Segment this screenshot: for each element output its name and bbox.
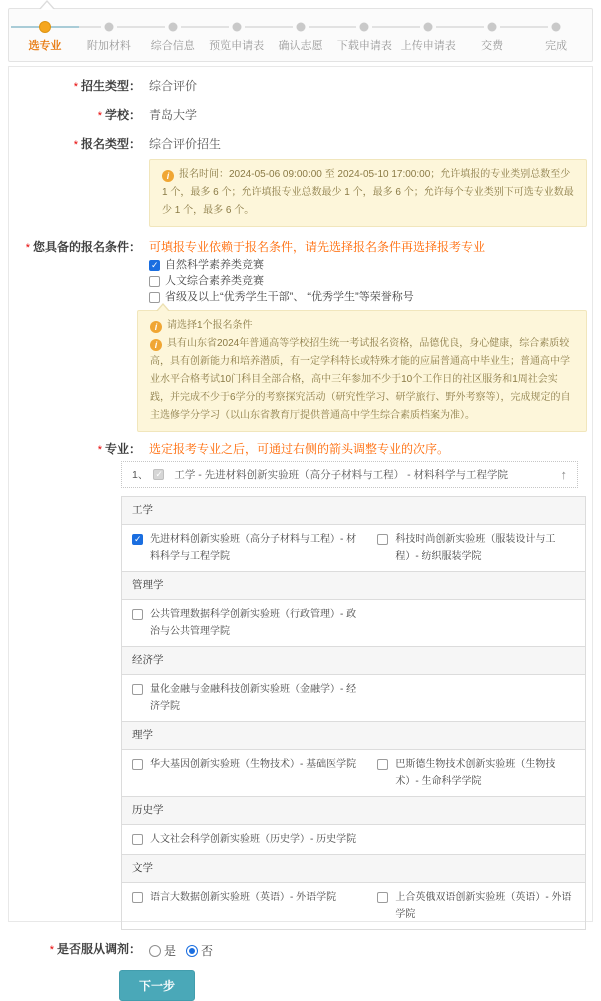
checkbox-unchecked-icon[interactable] [377, 759, 388, 770]
major-option[interactable] [367, 528, 585, 568]
selected-major-row [121, 461, 578, 488]
row-apply-type [9, 137, 592, 153]
major-option[interactable] [122, 753, 367, 793]
checkbox-unchecked-icon[interactable] [132, 834, 143, 845]
condition-list [149, 259, 592, 304]
step-dot-icon [104, 23, 113, 32]
info-icon [162, 170, 174, 182]
adjust-option-label: 是 [164, 944, 177, 958]
application-form [8, 66, 593, 993]
condition-label: 人文综合素养类竞赛 [165, 275, 264, 287]
condition-option[interactable] [149, 275, 592, 288]
condition-label: 自然科学素养类竞赛 [165, 259, 264, 271]
school-value: 青岛大学 [149, 108, 198, 122]
major-table [121, 496, 586, 930]
step-label: 交费 [481, 40, 504, 52]
info-icon [150, 321, 162, 333]
move-up-icon[interactable] [561, 468, 568, 481]
school-label: * 学校： [97, 108, 141, 122]
step-label: 上传申请表 [400, 40, 456, 52]
condition-option[interactable] [149, 259, 592, 272]
conditions-hint: 可填报专业依赖于报名条件，请先选择报名条件再选择报考专业 [149, 240, 486, 254]
step-dot-icon [39, 21, 51, 33]
step-line [524, 21, 588, 33]
checkbox-unchecked-icon[interactable] [132, 892, 143, 903]
major-category-header: 理学 [122, 722, 585, 750]
major-category-header: 历史学 [122, 797, 585, 825]
required-asterisk: * [97, 444, 102, 456]
major-option[interactable] [122, 528, 367, 568]
step-label: 选专业 [28, 40, 62, 52]
major-option-label: 上合英俄双语创新实验班（英语）- 外语学院 [395, 892, 572, 920]
conditions-label: * 您具备的报名条件： [25, 240, 141, 254]
step-label: 预览申请表 [209, 40, 265, 52]
row-enroll-type [9, 79, 592, 95]
enroll-type-value: 综合评价 [149, 79, 198, 93]
step-dot-icon [360, 23, 369, 32]
checkbox-unchecked-icon[interactable] [132, 759, 143, 770]
checkbox-unchecked-icon[interactable] [149, 292, 160, 303]
row-time-notice [9, 159, 592, 227]
selected-major-text: 工学 - 先进材料创新实验班（高分子材料与工程） - 材料科学与工程学院 [174, 469, 509, 481]
step-dot-icon [168, 23, 177, 32]
step-label: 下载申请表 [336, 40, 392, 52]
major-option[interactable] [122, 886, 367, 926]
step-dot-icon [232, 23, 241, 32]
checkbox-checked-icon[interactable] [132, 534, 143, 545]
major-category-items [122, 600, 585, 647]
row-submit [9, 968, 592, 1001]
required-asterisk: * [49, 944, 54, 956]
adjust-options [141, 942, 592, 962]
step-dot-icon [488, 23, 497, 32]
major-option-label: 人文社会科学创新实验班（历史学）- 历史学院 [150, 834, 357, 845]
major-label: * 专业： [97, 442, 141, 456]
info-icon [150, 339, 162, 351]
checkbox-unchecked-icon[interactable] [149, 276, 160, 287]
major-option-label: 巴斯德生物技术创新实验班（生物技术）- 生命科学学院 [395, 759, 556, 787]
step-line [13, 21, 77, 33]
major-option[interactable] [122, 603, 367, 643]
adjust-label: * 是否服从调剂： [49, 942, 141, 956]
major-category-header: 工学 [122, 497, 585, 525]
step-dot-icon [296, 23, 305, 32]
conditions-notice-line1: i请选择1个报名条件 [150, 317, 574, 335]
radio-unselected-icon[interactable] [149, 945, 161, 957]
row-adjust [9, 942, 592, 962]
checkbox-unchecked-icon[interactable] [377, 534, 388, 545]
major-category-header: 管理学 [122, 572, 585, 600]
required-asterisk: * [97, 110, 102, 122]
major-category-items [122, 750, 585, 797]
checkbox-checked-icon[interactable] [149, 260, 160, 271]
signup-time-text: 报名时间：2024-05-06 09:00:00 至 2024-05-10 17:00:00；允许填报的专业类别总数至少 1 个，最多 6 个；允许填报专业总数最少 1 个，最多 6 个；允许每个专业类别下可选专业数最少 1 个，最多 6 个。 [162, 169, 574, 216]
major-category-items [122, 675, 585, 722]
conditions-notice [137, 310, 587, 432]
major-option-label: 先进材料创新实验班（高分子材料与工程）- 材料科学与工程学院 [150, 534, 357, 562]
major-option[interactable] [122, 678, 367, 718]
radio-selected-icon[interactable] [186, 945, 198, 957]
step-label: 确认志愿 [278, 40, 323, 52]
major-option-label: 科技时尚创新实验班（服装设计与工程）- 纺织服装学院 [395, 534, 556, 562]
major-option-label: 公共管理数据科学创新实验班（行政管理）- 政治与公共管理学院 [150, 609, 357, 637]
checkbox-unchecked-icon[interactable] [132, 684, 143, 695]
major-option-label: 华大基因创新实验班（生物技术）- 基础医学院 [150, 759, 357, 770]
stepper [8, 8, 593, 62]
checkbox-checked-disabled-icon [153, 469, 164, 480]
required-asterisk: * [25, 242, 30, 254]
step-label: 附加材料 [86, 40, 131, 52]
major-category-items [122, 883, 585, 929]
major-category-items [122, 825, 585, 855]
apply-type-value: 综合评价招生 [149, 137, 222, 151]
conditions-notice-line2: i具有山东省2024年普通高等学校招生统一考试报名资格，品德优良，身心健康，综合素质较高，具有创新能力和培养潜质，有一定学科特长或特殊才能的应届普通高中毕业生；普通高中学业水平合格考试10门科目全部合格，高中三年参加不少于10个工作日的社区服务和1周社会实践，并完成不少于6学分的考察探究活动（研究性学习、研学旅行、野外考察等），完成规定的自主选修学分学习（以山东省教育厅提供普通高中学生综合素质档案为准）。 [150, 335, 574, 425]
major-category-header: 文学 [122, 855, 585, 883]
adjust-option[interactable] [186, 942, 213, 959]
condition-option[interactable] [149, 291, 592, 304]
major-category-items [122, 525, 585, 572]
step-dot-icon [552, 23, 561, 32]
next-step-button[interactable]: 下一步 [119, 970, 195, 1001]
step-dot-icon [424, 23, 433, 32]
step-label: 完成 [545, 40, 568, 52]
selected-major-index: 1、 [132, 469, 149, 481]
step-完成 [524, 21, 588, 53]
major-option[interactable] [122, 828, 367, 851]
major-category-header: 经济学 [122, 647, 585, 675]
apply-type-label: * 报名类型： [73, 137, 141, 151]
stepper-steps [13, 21, 588, 53]
row-school [9, 108, 592, 124]
required-asterisk: * [73, 81, 78, 93]
adjust-option[interactable] [149, 942, 176, 959]
required-asterisk: * [73, 139, 78, 151]
condition-label: 省级及以上“优秀学生干部”、 “优秀学生”等荣誉称号 [165, 291, 414, 303]
selected-major-list [132, 461, 592, 488]
row-major [9, 442, 592, 930]
enroll-type-label: * 招生类型： [73, 79, 141, 93]
checkbox-unchecked-icon[interactable] [132, 609, 143, 620]
major-option-label: 语言大数据创新实验班（英语）- 外语学院 [150, 892, 337, 903]
major-hint: 选定报考专业之后，可通过右侧的箭头调整专业的次序。 [149, 442, 450, 456]
major-option-label: 量化金融与金融科技创新实验班（金融学）- 经济学院 [150, 684, 357, 712]
adjust-option-label: 否 [201, 944, 214, 958]
major-option[interactable] [367, 753, 585, 793]
row-conditions [9, 240, 592, 432]
major-option[interactable] [367, 886, 585, 926]
step-label: 综合信息 [150, 40, 195, 52]
signup-time-notice [149, 159, 587, 227]
step-选专业 [13, 21, 77, 53]
checkbox-unchecked-icon[interactable] [377, 892, 388, 903]
